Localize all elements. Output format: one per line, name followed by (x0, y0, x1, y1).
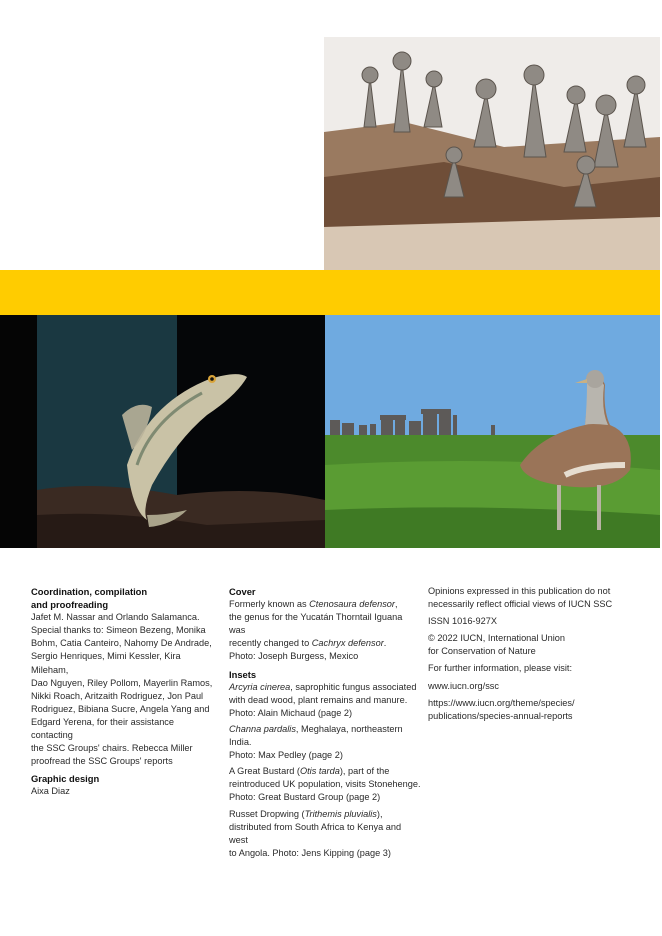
cover-caption: Formerly known as Ctenosaura defensor, the genus for the Yucatán Thorntail Iguana was recently changed to Cachryx defensor. Photo: Joseph Burgess, Mexico (229, 599, 403, 662)
graphic-design-heading: Graphic design (31, 773, 100, 785)
legal-column (428, 585, 628, 723)
black-strip (0, 315, 38, 548)
snakehead-fish-photo (37, 315, 325, 548)
coordination-heading: Coordination, compilation and proofreading (31, 586, 148, 611)
copyright: © 2022 IUCN, International Union for Conservation of Nature (428, 633, 566, 657)
great-bustard-stonehenge-photo (325, 315, 660, 548)
inset-caption-fish: Channa pardalis, Meghalaya, northeastern India. Photo: Max Pedley (page 2) (229, 723, 403, 761)
insets-heading: Insets (229, 668, 257, 680)
inset-caption-bustard: A Great Bustard (Otis tarda), part of the reintroduced UK population, visits Stonehenge. Photo: Great Bustard Group (page 2) (229, 766, 421, 803)
graphic-design-name: Aixa Diaz (31, 786, 70, 797)
annual-reports-link[interactable]: https://www.iucn.org/theme/species/ publications/species-annual-reports (428, 697, 575, 721)
yellow-band (0, 270, 660, 315)
info-text: For further information, please visit: (428, 663, 572, 674)
fungus-photo (324, 37, 660, 270)
captions-column (229, 585, 421, 860)
issn: ISSN 1016-927X (428, 616, 497, 627)
disclaimer: Opinions expressed in this publication do not necessarily reflect official views of IUCN SSC (428, 586, 613, 610)
inset-caption-fungus: Arcyria cinerea, saprophitic fungus associated with dead wood, plant remains and manure. Photo: Alain Michaud (page 2) (229, 681, 417, 718)
cover-heading: Cover (229, 586, 256, 597)
coordination-text: Jafet M. Nassar and Orlando Salamanca. Special thanks to: Simeon Bezeng, Monika Bohm, Catia Canteiro, Nahomy De Andrade, Sergio Henriques, Mimi Kessler, Kira Mileham, Dao Nguyen, Riley Pollom, Mayerlin Ramos, Nikki Roach, Aritzaith Rodriguez, Jon Paul Rodriguez, Bibiana Sucre, Angela Yang and Edgard Yerena, for their assistance contacting the SSC Groups' chairs. Rebecca Miller proofread the SSC Groups' reports (31, 612, 213, 767)
credits-column (31, 585, 216, 799)
inset-caption-dragonfly: Russet Dropwing (Trithemis pluvialis), distributed from South Africa to Kenya and west to Angola. Photo: Jens Kipping (page 3) (229, 808, 402, 858)
ssc-link[interactable]: www.iucn.org/ssc (428, 680, 499, 691)
